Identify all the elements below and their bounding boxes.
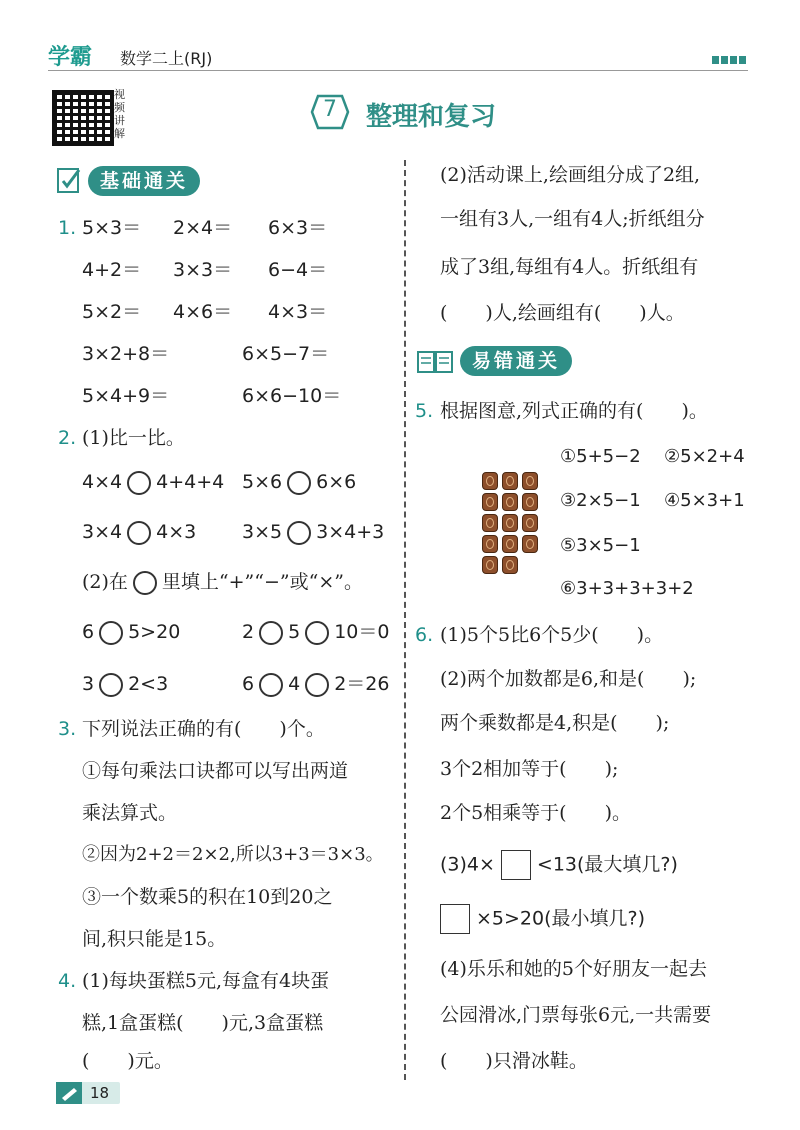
q6-p2-line: 3个2相加等于( ); xyxy=(440,758,619,780)
q2-part2-lead: (2)在 xyxy=(82,571,128,593)
q2-cmp-row xyxy=(82,469,224,495)
q3-text: 下列说法正确的有( )个。 xyxy=(82,718,325,740)
q2-fill-row xyxy=(242,619,389,645)
operator-circle[interactable] xyxy=(259,673,283,697)
q6-p2-line: 两个乘数都是4,积是( ); xyxy=(440,712,670,734)
qr-code[interactable] xyxy=(52,90,114,146)
cmp-right: 4+4+4 xyxy=(156,471,225,493)
q4-part2-line: 成了3组,每组有4人。折纸组有 xyxy=(440,256,699,278)
fill-term: 5>20 xyxy=(128,621,181,643)
q4-part2-line: 一组有3人,一组有4人;折纸组分 xyxy=(440,208,705,230)
fill-term: 10＝0 xyxy=(334,621,390,643)
q2-fill-row xyxy=(242,671,389,697)
q1-r2c0: 5×2＝ xyxy=(82,301,142,323)
coin-array xyxy=(482,472,552,576)
coin xyxy=(522,493,538,511)
q3-line: ①每句乘法口诀都可以写出两道 xyxy=(82,760,349,782)
q6-p4-line: 公园滑冰,门票每张6元,一共需要 xyxy=(440,1004,712,1026)
q3-line: ②因为2+2＝2×2,所以3+3＝3×3。 xyxy=(82,844,384,865)
q3-line: ③一个数乘5的积在10到20之 xyxy=(82,886,333,908)
cmp-left: 4×4 xyxy=(82,471,123,493)
q3-line: 乘法算式。 xyxy=(82,802,178,824)
operator-circle[interactable] xyxy=(99,673,123,697)
coin xyxy=(502,556,518,574)
q1-w1c0: 5×4+9＝ xyxy=(82,385,170,407)
q4-part2-line: (2)活动课上,绘画组分成了2组, xyxy=(440,164,701,186)
q6-p3a-rest: <13(最大填几?) xyxy=(536,853,678,876)
q4-line: 糕,1盒蛋糕( )元,3盒蛋糕 xyxy=(82,1012,324,1034)
cmp-left: 3×4 xyxy=(82,521,123,543)
chapter-badge xyxy=(310,94,350,130)
brand-logo: 学霸 xyxy=(48,45,93,70)
fill-term: 6 xyxy=(82,621,95,643)
coin xyxy=(482,472,498,490)
q1-r1c2: 6−4＝ xyxy=(268,259,328,281)
q6-p2-line: (2)两个加数都是6,和是( ); xyxy=(440,668,697,690)
coin xyxy=(522,535,538,553)
q5-option: ⑥3+3+3+3+2 xyxy=(560,578,694,599)
fill-term: 2 xyxy=(242,621,255,643)
operator-circle[interactable] xyxy=(99,621,123,645)
q6-p3a-lead: (3)4× xyxy=(440,853,495,876)
coin xyxy=(482,556,498,574)
q1-r2c1: 4×6＝ xyxy=(173,301,233,323)
qr-label: 视频讲解 xyxy=(114,88,125,140)
q1-r1c1: 3×3＝ xyxy=(173,259,233,281)
fill-term: 3 xyxy=(82,673,95,695)
q2-cmp-row xyxy=(242,469,356,495)
header-deco xyxy=(712,56,746,64)
coin xyxy=(482,535,498,553)
coin xyxy=(522,472,538,490)
fill-term: 5 xyxy=(288,621,301,643)
q4-line: ( )元。 xyxy=(82,1050,173,1072)
checklist-icon xyxy=(55,165,85,195)
q4-line: (1)每块蛋糕5元,每盒有4块蛋 xyxy=(82,970,330,992)
q6-p4-line: (4)乐乐和她的5个好朋友一起去 xyxy=(440,958,708,980)
coin xyxy=(482,514,498,532)
q5-option: ③2×5−1 xyxy=(560,490,641,511)
q1-w0c1: 6×5−7＝ xyxy=(242,343,330,365)
q5-number: 5. xyxy=(415,400,434,422)
q3-line: 间,积只能是15。 xyxy=(82,928,227,950)
q5-option: ②5×2+4 xyxy=(664,446,745,467)
coin xyxy=(482,493,498,511)
fill-term: 6 xyxy=(242,673,255,695)
q6-p3a xyxy=(440,850,678,880)
q6-p1: (1)5个5比6个5少( )。 xyxy=(440,624,664,646)
compare-circle[interactable] xyxy=(287,471,311,495)
answer-box[interactable] xyxy=(440,904,470,934)
answer-box[interactable] xyxy=(501,850,531,880)
q2-part2 xyxy=(82,569,363,595)
q5-option: ④5×3+1 xyxy=(664,490,745,511)
q2-part1: (1)比一比。 xyxy=(82,427,185,449)
coin xyxy=(522,514,538,532)
q2-part2-rest: 里填上“+”“−”或“×”。 xyxy=(161,571,363,593)
compare-circle[interactable] xyxy=(127,471,151,495)
q1-r0c0: 5×3＝ xyxy=(82,217,142,239)
coin xyxy=(502,535,518,553)
cmp-right: 3×4+3 xyxy=(316,521,385,543)
cmp-left: 3×5 xyxy=(242,521,283,543)
operator-circle[interactable] xyxy=(305,673,329,697)
section-error: 易错通关 xyxy=(460,346,572,376)
q2-cmp-row xyxy=(242,519,384,545)
q6-p3b xyxy=(434,904,645,934)
q6-p3b-rest: ×5>20(最小填几?) xyxy=(476,907,646,930)
operator-circle-sample xyxy=(133,571,157,595)
coin xyxy=(502,514,518,532)
operator-circle[interactable] xyxy=(305,621,329,645)
cmp-right: 4×3 xyxy=(156,521,197,543)
q1-w0c0: 3×2+8＝ xyxy=(82,343,170,365)
footer-tab xyxy=(56,1082,120,1104)
q2-cmp-row xyxy=(82,519,196,545)
q2-number: 2. xyxy=(58,427,77,449)
q5-option: ⑤3×5−1 xyxy=(560,535,641,556)
q1-r0c2: 6×3＝ xyxy=(268,217,328,239)
chapter-title: 整理和复习 xyxy=(366,102,497,132)
fill-term: 2＝26 xyxy=(334,673,390,695)
q1-r0c1: 2×4＝ xyxy=(173,217,233,239)
compare-circle[interactable] xyxy=(127,521,151,545)
q4-number: 4. xyxy=(58,970,77,992)
cmp-right: 6×6 xyxy=(316,471,357,493)
book-icon xyxy=(415,346,457,376)
q4-part2-line: ( )人,绘画组有( )人。 xyxy=(440,302,685,324)
q1-w1c1: 6×6−10＝ xyxy=(242,385,342,407)
operator-circle[interactable] xyxy=(259,621,283,645)
pencil-icon xyxy=(56,1082,82,1104)
q1-r1c0: 4+2＝ xyxy=(82,259,142,281)
q6-p4-line: ( )只滑冰鞋。 xyxy=(440,1050,588,1072)
q5-option: ①5+5−2 xyxy=(560,446,641,467)
fill-term: 2<3 xyxy=(128,673,169,695)
q2-fill-row xyxy=(82,619,180,645)
q6-p2-line: 2个5相乘等于( )。 xyxy=(440,802,632,824)
chapter-number: 7 xyxy=(323,97,337,122)
column-divider xyxy=(404,160,406,1080)
q1-number: 1. xyxy=(58,217,77,239)
q5-text: 根据图意,列式正确的有( )。 xyxy=(440,400,708,422)
header-rule xyxy=(48,70,748,71)
q3-number: 3. xyxy=(58,718,77,740)
q6-number: 6. xyxy=(415,624,434,646)
q1-r2c2: 4×3＝ xyxy=(268,301,328,323)
q2-fill-row xyxy=(82,671,168,697)
compare-circle[interactable] xyxy=(287,521,311,545)
page-number: 18 xyxy=(90,1084,110,1102)
cmp-left: 5×6 xyxy=(242,471,283,493)
fill-term: 4 xyxy=(288,673,301,695)
section-basic: 基础通关 xyxy=(88,166,200,196)
book-subtitle: 数学二上(RJ) xyxy=(120,49,213,68)
coin xyxy=(502,493,518,511)
coin xyxy=(502,472,518,490)
